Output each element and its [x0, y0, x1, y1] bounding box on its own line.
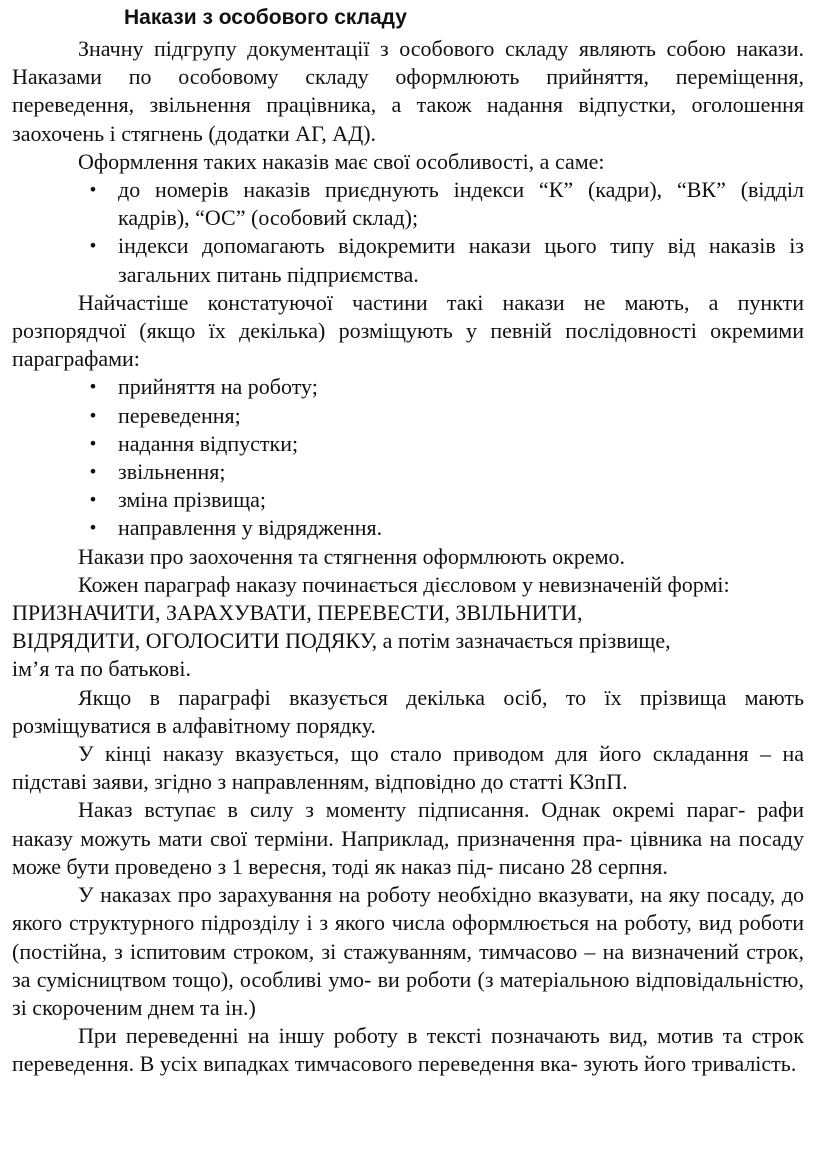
page-title: Накази з особового складу [124, 6, 407, 29]
list-item [12, 232, 804, 288]
paragraph-intro: Значну підгрупу документації з особового складу являють собою накази. Наказами по особовому складу оформлюють прийняття, переміщення, переведення, звільнення працівника, а також надання відпустки, оголошення заохочень і стягнень (додатки АГ, АД). [12, 36, 804, 146]
paragraph-alphabetical: Якщо в параграфі вказується декілька осіб, то їх прізвища мають розміщуватися в алфавітному порядку. [12, 684, 804, 738]
list-item-text: надання відпустки; [118, 430, 299, 456]
list-item-text: направлення у відрядження. [118, 515, 383, 541]
bullet-icon: • [88, 405, 98, 425]
paragraph-sections-lead: Найчастіше констатуючої частини такі накази не мають, а пункти розпорядчої (якщо їх декілька) розміщують у певній послідовності окремими параграфами: [12, 289, 804, 372]
paragraph-verbs [12, 571, 804, 684]
paragraph-verbs-line: ВІДРЯДИТИ, ОГОЛОСИТИ ПОДЯКУ, а потім зазначається прізвище, [12, 628, 671, 654]
bullet-icon: • [88, 180, 98, 200]
paragraph-verbs-line: ім’я та по батькові. [12, 656, 192, 682]
list-item-text: прийняття на роботу; [118, 374, 318, 400]
paragraph-effective-date: Наказ вступає в силу з моменту підписання. Однак окремі параг- рафи наказу можуть мати свої терміни. Наприклад, призначення пра- цівника на посаду може бути проведено з 1 вересня, тоді як наказ під- писано 28 серпня. [12, 797, 804, 879]
list-item-text: зміна прізвища; [118, 487, 267, 513]
paragraph-verbs-line: Кожен параграф наказу починається дієсловом у невизначеній формі: [78, 571, 730, 597]
bullet-icon: • [88, 490, 98, 510]
paragraph-transfer: При переведенні на іншу роботу в тексті позначають вид, мотив та строк переведення. В усіх випадках тимчасового переведення вка- зують його тривалість. [12, 1023, 804, 1077]
list-item [12, 402, 804, 430]
bullet-icon: • [88, 377, 98, 397]
list-item [12, 176, 804, 232]
list-item-text: до номерів наказів приєднують індекси “К” (кадри), “ВК” (відділ кадрів), “ОС” (особовий склад); [118, 177, 804, 231]
bullet-icon: • [88, 236, 98, 256]
paragraph-features-lead: Оформлення таких наказів має свої особливості, а саме: [78, 148, 605, 174]
list-item-text: переведення; [118, 402, 241, 428]
list-item [12, 486, 804, 514]
bullet-icon: • [88, 462, 98, 482]
paragraph-grounds: У кінці наказу вказується, що стало приводом для його складання – на підставі заяви, згідно з направленням, відповідно до статті КЗпП. [12, 741, 804, 795]
list-item [12, 373, 804, 401]
bullet-icon: • [88, 433, 98, 453]
paragraph-rewards: Накази про заохочення та стягнення оформлюють окремо. [78, 543, 626, 569]
list-item-text: індекси допомагають відокремити накази цього типу від наказів із загальних питань підприємства. [118, 233, 804, 287]
paragraph-verbs-line: ПРИЗНАЧИТИ, ЗАРАХУВАТИ, ПЕРЕВЕСТИ, ЗВІЛЬНИТИ, [12, 600, 583, 626]
list-item [12, 514, 804, 542]
bullet-icon: • [88, 518, 98, 538]
paragraph-hiring: У наказах про зарахування на роботу необхідно вказувати, на яку посаду, до якого структурного підрозділу і з якого числа оформлюється на роботу, вид роботи (постійна, з іспитовим строком, зі стажуванням, тимчасово – на визначений строк, за сумісництвом тощо), особливі умо- ви роботи (з матеріальною відповідальністю, зі скороченим днем та ін.) [12, 882, 804, 1020]
features-list [12, 176, 804, 289]
list-item [12, 430, 804, 458]
list-item-text: звільнення; [118, 459, 226, 485]
list-item [12, 458, 804, 486]
sections-list [12, 373, 804, 542]
